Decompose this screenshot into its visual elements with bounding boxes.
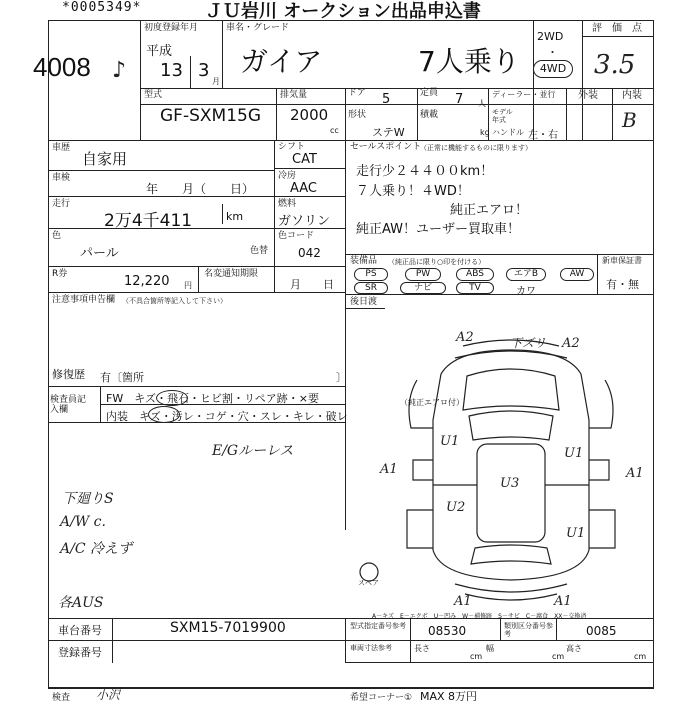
- rear-seat-label: 後日渡: [350, 297, 378, 307]
- recycle-fee: 12,220: [124, 274, 170, 289]
- damage-legend: A－キズ E－エクボ U－凹み W－補修跡 S－サビ C－腐食 XX－交換済: [372, 613, 587, 620]
- mark-a1-left: A1: [380, 462, 398, 477]
- fuel-label: 燃料: [278, 199, 297, 209]
- mark-a2-left: A2: [456, 330, 474, 345]
- handnote-3: A/W c.: [60, 514, 106, 530]
- width-label: 幅: [486, 644, 494, 653]
- width-cm: cm: [552, 652, 565, 661]
- repair: 有〔箇所: [100, 371, 144, 384]
- equipment-label: 装備品: [350, 256, 378, 266]
- repair-label: 修復歴: [52, 368, 85, 381]
- interior-label: 内装: [622, 90, 642, 101]
- exterior-label: 外装: [578, 90, 598, 101]
- hope-value: MAX 8万円: [420, 690, 478, 703]
- km-unit: km: [226, 210, 244, 223]
- model-year-label: モデル年式: [492, 108, 513, 124]
- equipment-sub: （純正品に限り○印を付ける）: [388, 258, 486, 266]
- equip-tv: [456, 282, 494, 294]
- spare-label: スペア: [358, 579, 379, 587]
- first-reg-label: 初度登録年月: [144, 23, 199, 33]
- class-num-label: 類別区分番号参考: [504, 622, 553, 638]
- equip-airbag: [506, 268, 546, 281]
- equip-aw-label: AW: [569, 269, 585, 279]
- sales-line-4: 純正AW！ユーザー買取車！: [356, 222, 521, 237]
- handnote-2: 下廻りS: [62, 491, 114, 507]
- height-label: 高さ: [566, 644, 582, 653]
- displacement-label: 排気量: [280, 90, 308, 100]
- capacity: 7: [455, 92, 464, 107]
- equip-ps-label: PS: [365, 269, 377, 279]
- color-code: 042: [298, 246, 321, 260]
- inspect-label: 検査員記入欄: [50, 395, 87, 415]
- handle: 左・右: [528, 130, 558, 141]
- shift: CAT: [292, 152, 317, 167]
- mark-u1-left: U1: [440, 434, 460, 449]
- era: 平成: [146, 44, 173, 59]
- mark-u3: U3: [500, 476, 520, 491]
- color-code-label: 色コード: [278, 231, 315, 241]
- type-num: 08530: [428, 624, 467, 638]
- equip-pw: [405, 268, 441, 281]
- notice: 月 日: [290, 278, 334, 291]
- notice-label: 名変通知期限: [204, 269, 259, 279]
- mark-u1-rear: U1: [566, 526, 586, 541]
- inspector-label: 検査: [52, 693, 71, 703]
- equip-extra: カワ: [516, 286, 536, 297]
- circle-yogore: [148, 406, 180, 423]
- equip-pw-label: PW: [415, 269, 431, 279]
- cc-unit: cc: [330, 126, 339, 135]
- notes-sub: （不具合箇所等記入して下さい）: [122, 297, 227, 305]
- mark-a1-right: A1: [626, 466, 644, 481]
- chassis-number: SXM15-7019900: [170, 620, 286, 636]
- equip-airbag-label: エアB: [513, 269, 539, 279]
- car-name: ガイア: [240, 45, 323, 78]
- dealer-label: ディーラー・並行: [492, 90, 556, 99]
- mark-a2-right: A2: [562, 336, 580, 351]
- height-cm: cm: [634, 652, 647, 661]
- handnote-5: 各AUS: [58, 595, 104, 611]
- length-cm: cm: [470, 652, 483, 661]
- notes-label: 注意事項申告欄: [52, 295, 116, 305]
- drive-4wd-circled: [533, 60, 573, 78]
- body: ステW: [372, 126, 405, 139]
- drive-dot: ・: [547, 46, 558, 59]
- ac-label: 冷房: [278, 171, 297, 181]
- recycle-label: R券: [52, 269, 68, 279]
- sales-line-3: 純正エアロ！: [450, 203, 529, 218]
- mark-scrape: 下ズリ: [510, 336, 547, 350]
- class-num: 0085: [586, 624, 617, 638]
- handnote-4: A/C 冷えず: [60, 541, 132, 557]
- sales-line-2: ７人乗り！４WD！: [356, 184, 470, 199]
- inspection-label: 車検: [52, 173, 71, 183]
- grade: 7人乗り: [418, 45, 520, 78]
- displacement: 2000: [290, 106, 329, 124]
- equip-ps: [354, 268, 388, 281]
- circle-tobiishi: [156, 390, 188, 406]
- color-label: 色: [52, 231, 62, 241]
- capacity-label: 定員: [420, 88, 439, 98]
- model: GF-SXM15G: [160, 106, 261, 126]
- inspect-row-interior: 内装 キズ・汚レ・コゲ・穴・スレ・キレ・破レ: [106, 410, 348, 423]
- serial-number: *0005349*: [62, 0, 142, 15]
- history: 自家用: [82, 150, 128, 168]
- load-label: 積載: [420, 110, 439, 120]
- color-change-label: 色替: [250, 246, 269, 256]
- type-num-label: 型式指定番号参考: [350, 622, 406, 630]
- sales-sub: （正常に機能するものに限ります）: [420, 144, 532, 152]
- handle-label: ハンドル: [492, 128, 524, 137]
- sales-line-1: 走行少２４４００km！: [356, 164, 494, 179]
- score: 3.5: [594, 50, 636, 80]
- repair-close: 〕: [336, 371, 347, 384]
- shift-label: シフト: [278, 142, 306, 152]
- model-label: 型式: [144, 90, 163, 100]
- mark-a1-rear-left: A1: [454, 594, 472, 609]
- diagram-header: （純正エアロ付）: [400, 398, 464, 407]
- lot-number: 4008: [33, 52, 91, 82]
- month-unit: 月: [212, 77, 220, 86]
- kg-unit: kg: [480, 128, 490, 137]
- new-manual-label: 新車保証書: [602, 256, 642, 265]
- inspection: 年 月（ 日）: [146, 182, 255, 196]
- mileage-label: 走行: [52, 199, 71, 209]
- interior-grade: B: [622, 108, 637, 132]
- drive-4wd: 4WD: [539, 62, 567, 75]
- body-label: 形状: [348, 110, 367, 120]
- mark-u1-right: U1: [564, 446, 584, 461]
- equip-abs-label: ABS: [466, 269, 484, 279]
- sales-label: セールスポイント: [350, 142, 422, 152]
- mark-a1-rear-right: A1: [554, 594, 572, 609]
- color: パール: [80, 246, 119, 261]
- fuel: ガソリン: [278, 214, 331, 229]
- ac: AAC: [290, 181, 317, 196]
- length-label: 長さ: [414, 644, 430, 653]
- equip-abs: [456, 268, 494, 281]
- lot-mark: ♪: [112, 58, 127, 83]
- handnote-1: E/Gルーレス: [212, 443, 294, 459]
- equip-aw: [560, 268, 594, 281]
- size-label: 車両寸法参考: [350, 644, 392, 652]
- equip-navi: [400, 282, 446, 294]
- name-grade-label: 車名・グレード: [226, 23, 290, 33]
- equip-tv-label: TV: [469, 283, 481, 293]
- door: 5: [382, 92, 391, 107]
- form-title: ＪＵ岩川 オークション出品申込書: [205, 1, 481, 22]
- equip-sr-label: SR: [365, 283, 377, 293]
- reg-label: 登録番号: [58, 646, 102, 659]
- yen-unit: 円: [184, 281, 192, 290]
- mark-u2: U2: [446, 500, 466, 515]
- reg-month: 3: [198, 60, 210, 81]
- drive-2wd: 2WD: [537, 30, 564, 43]
- hope-label: 希望コーナー①: [350, 693, 413, 703]
- car-condition-diagram: [345, 310, 654, 610]
- inspector-sign: 小沢: [96, 688, 121, 702]
- mileage: 2万4千411: [104, 211, 193, 231]
- equip-navi-label: ナビ: [413, 283, 432, 293]
- new-manual: 有・無: [606, 278, 639, 291]
- score-label: 評 価 点: [592, 23, 642, 34]
- chassis-label: 車台番号: [58, 624, 102, 637]
- reg-year: 13: [160, 60, 183, 81]
- door-label: ドア: [348, 88, 366, 98]
- person-unit: 人: [478, 99, 486, 108]
- inspect-row-fw: FW キズ・飛石・ヒビ割・リペア跡・×要: [106, 392, 319, 405]
- history-label: 車歴: [52, 143, 71, 153]
- equip-sr: [354, 282, 388, 294]
